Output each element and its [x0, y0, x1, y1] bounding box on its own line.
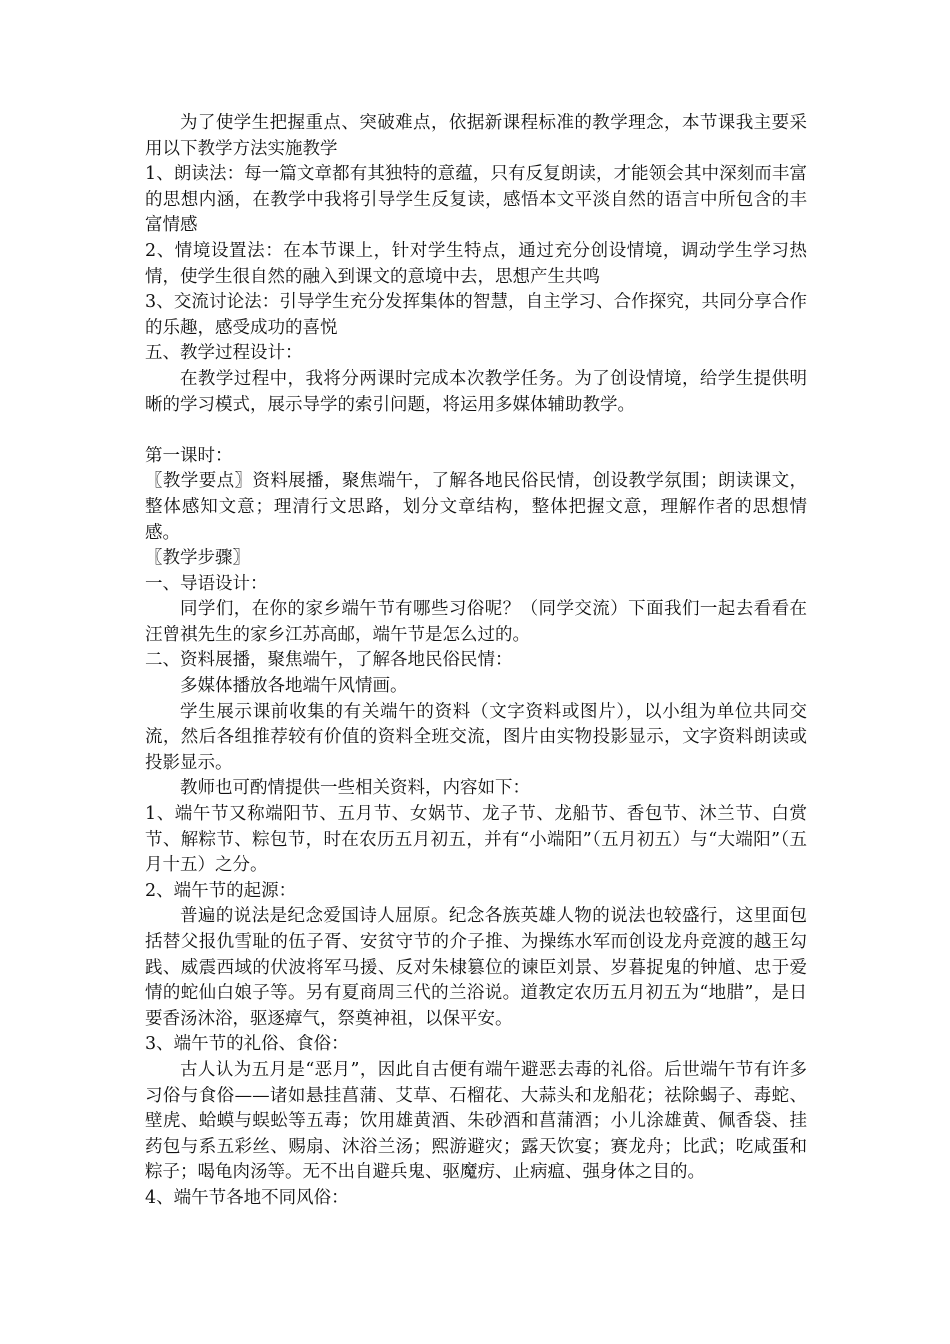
paragraph-student-materials: 学生展示课前收集的有关端午的资料（文字资料或图片），以小组为单位共同交流，然后各组推荐较有价值的资料全班交流，图片由实物投影显示，文字资料朗读或投影显示。	[145, 701, 807, 773]
paragraph-festival-customs: 古人认为五月是“恶月”，因此自古便有端午避恶去毒的礼俗。后世端午节有许多习俗与食俗——诸如悬挂菖蒲、艾草、石榴花、大蒜头和龙船花；祛除蝎子、毒蛇、壁虎、蛤蟆与蜈蚣等五毒；饮用雄黄酒、朱砂酒和菖蒲酒；小儿涂雄黄、佩香袋、挂药包与系五彩丝、赐扇、沐浴兰汤；熙游避灾；露天饮宴；赛龙舟；比武；吃咸蛋和粽子；喝龟肉汤等。无不出自避兵鬼、驱魔疠、止病瘟、强身体之目的。	[145, 1059, 807, 1183]
blank-line	[145, 418, 807, 444]
heading-intro-design: 一、导语设计：	[145, 573, 268, 594]
heading-festival-origin: 2、端午节的起源：	[145, 880, 297, 901]
paragraph-teacher-materials: 教师也可酌情提供一些相关资料，内容如下：	[180, 778, 530, 799]
paragraph-teaching-methods-intro: 为了使学生把握重点、突破难点，依据新课程标准的教学理念，本节课我主要采用以下教学方法实施教学	[145, 113, 807, 159]
heading-teaching-steps: 〖教学步骤〗	[145, 548, 250, 569]
heading-regional-customs: 4、端午节各地不同风俗：	[145, 1187, 349, 1208]
paragraph-multimedia: 多媒体播放各地端午风情画。	[180, 676, 408, 697]
document-page	[145, 111, 807, 1212]
paragraph-intro-design: 同学们，在你的家乡端午节有哪些习俗呢？（同学交流）下面我们一起去看看在汪曾祺先生的家乡江苏高邮，端午节是怎么过的。	[145, 599, 807, 645]
paragraph-situation-method: 2、情境设置法：在本节课上，针对学生特点，通过充分创设情境，调动学生学习热情，使学生很自然的融入到课文的意境中去，思想产生共鸣	[145, 240, 807, 287]
heading-festival-customs: 3、端午节的礼俗、食俗：	[145, 1034, 349, 1055]
paragraph-festival-names: 1、端午节又称端阳节、五月节、女娲节、龙子节、龙船节、香包节、沐兰节、白赏节、解粽节、粽包节，时在农历五月初五，并有“小端阳”（五月初五）与“大端阳”（五月十五）之分。	[145, 804, 807, 876]
paragraph-discussion-method: 3、交流讨论法：引导学生充分发挥集体的智慧，自主学习、合作探究，共同分享合作的乐趣，感受成功的喜悦	[145, 292, 807, 338]
paragraph-process-intro: 在教学过程中，我将分两课时完成本次教学任务。为了创设情境，给学生提供明晰的学习模式，展示导学的索引问题，将运用多媒体辅助教学。	[145, 368, 807, 415]
paragraph-teaching-points: 〖教学要点〗资料展播，聚焦端午，了解各地民俗民情，创设教学氛围；朗读课文，整体感知文意；理清行文思路，划分文章结构，整体把握文意，理解作者的思想情感。	[145, 471, 807, 543]
heading-process-design: 五、教学过程设计：	[145, 343, 303, 364]
heading-material-showcase: 二、资料展播，聚焦端午，了解各地民俗民情：	[145, 650, 513, 671]
heading-first-lesson: 第一课时：	[145, 445, 233, 466]
paragraph-festival-origin: 普遍的说法是纪念爱国诗人屈原。纪念各族英雄人物的说法也较盛行，这里面包括替父报仇雪耻的伍子胥、安贫守节的介子推、为操练水军而创设龙舟竞渡的越王勾践、威震西域的伏波将军马援、反对朱棣篡位的谏臣刘景、岁暮捉鬼的钟馗、忠于爱情的蛇仙白娘子等。另有夏商周三代的兰浴说。道教定农历五月初五为“地腊”，是日要香汤沐浴，驱逐瘴气，祭奠神祖，以保平安。	[145, 906, 807, 1029]
paragraph-reading-method: 1、朗读法：每一篇文章都有其独特的意蕴，只有反复朗读，才能领会其中深刻而丰富的思想内涵，在教学中我将引导学生反复读，感悟本文平淡自然的语言中所包含的丰富情感	[145, 164, 807, 236]
